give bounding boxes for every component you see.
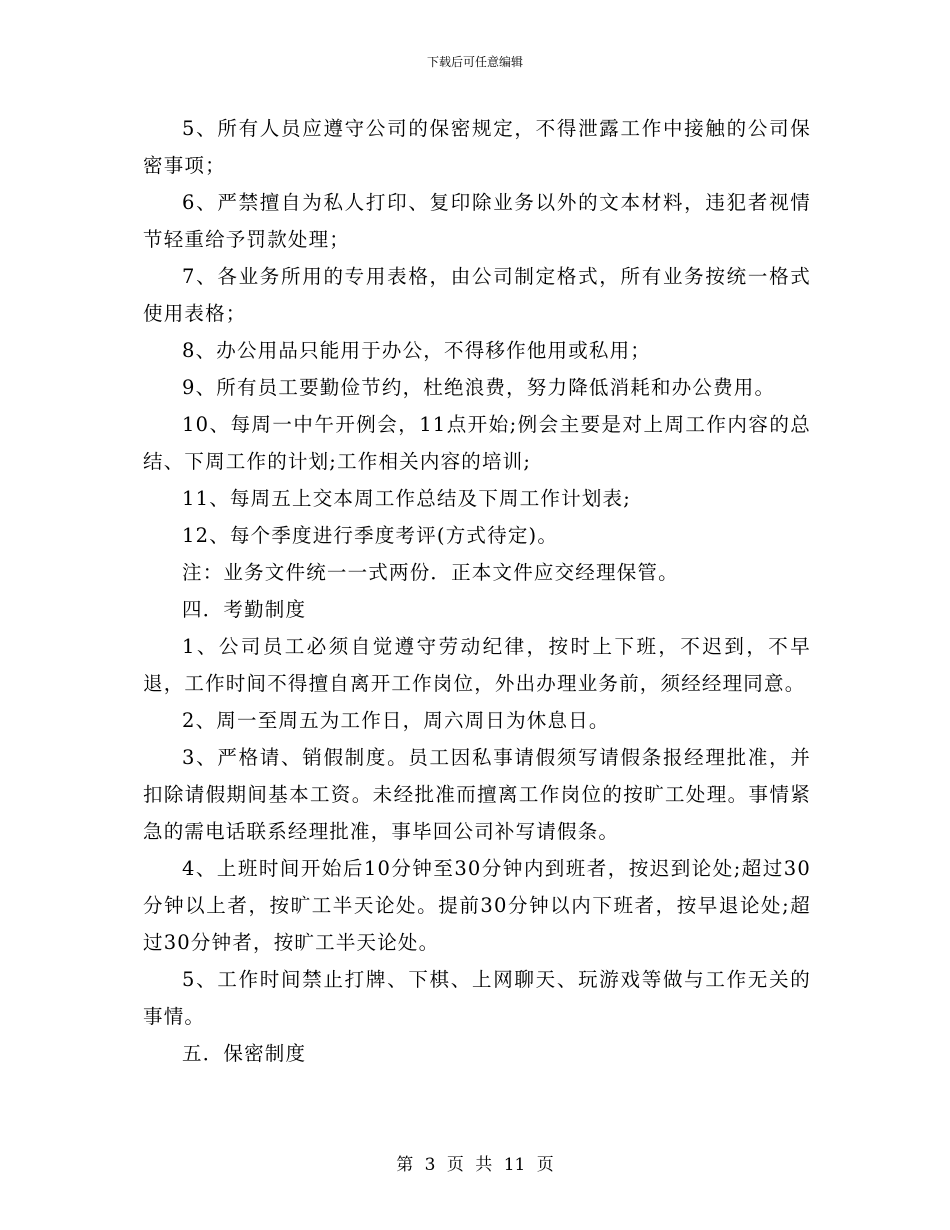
paragraph-attendance-2: 2、周一至周五为工作日，周六周日为休息日。 [182, 709, 610, 732]
paragraph-rule-8: 8、办公用品只能用于办公，不得移作他用或私用； [182, 339, 652, 362]
paragraph-rule-9: 9、所有员工要勤俭节约，杜绝浪费，努力降低消耗和办公费用。 [182, 376, 776, 399]
document-body [143, 110, 811, 1072]
paragraph-attendance-5: 5、工作时间禁止打牌、下棋、上网聊天、玩游戏等做与工作无关的事情。 [143, 968, 811, 1028]
paragraph-rule-10: 10、每周一中午开例会，11点开始;例会主要是对上周工作内容的总结、下周工作的计划;工作相关内容的培训; [143, 413, 811, 473]
paragraph-rule-11: 11、每周五上交本周工作总结及下周工作计划表; [182, 487, 631, 510]
section-heading-attendance: 四．考勤制度 [182, 598, 307, 621]
section-heading-confidentiality: 五．保密制度 [182, 1042, 307, 1065]
paragraph-rule-12: 12、每个季度进行季度考评(方式待定)。 [182, 524, 559, 547]
paragraph-attendance-4: 4、上班时间开始后10分钟至30分钟内到班者，按迟到论处;超过30分钟以上者，按旷工半天论处。提前30分钟以内下班者，按早退论处;超过30分钟者，按旷工半天论处。 [143, 857, 811, 954]
page-header-note: 下载后可任意编辑 [426, 55, 523, 69]
paragraph-note: 注：业务文件统一一式两份．正本文件应交经理保管。 [182, 561, 679, 584]
paragraph-attendance-3: 3、严格请、销假制度。员工因私事请假须写请假条报经理批准，并扣除请假期间基本工资。未经批准而擅离工作岗位的按旷工处理。事情紧急的需电话联系经理批准，事毕回公司补写请假条。 [143, 746, 811, 843]
paragraph-rule-6: 6、严禁擅自为私人打印、复印除业务以外的文本材料，违犯者视情节轻重给予罚款处理； [143, 191, 811, 251]
paragraph-attendance-1: 1、公司员工必须自觉遵守劳动纪律，按时上下班，不迟到，不早退，工作时间不得擅自离开工作岗位，外出办理业务前，须经经理同意。 [143, 635, 811, 695]
page-number-footer: 第 3 页 共 11 页 [396, 1155, 554, 1175]
paragraph-rule-7: 7、各业务所用的专用表格，由公司制定格式，所有业务按统一格式使用表格； [143, 265, 811, 325]
paragraph-rule-5: 5、所有人员应遵守公司的保密规定，不得泄露工作中接触的公司保密事项； [143, 117, 811, 177]
